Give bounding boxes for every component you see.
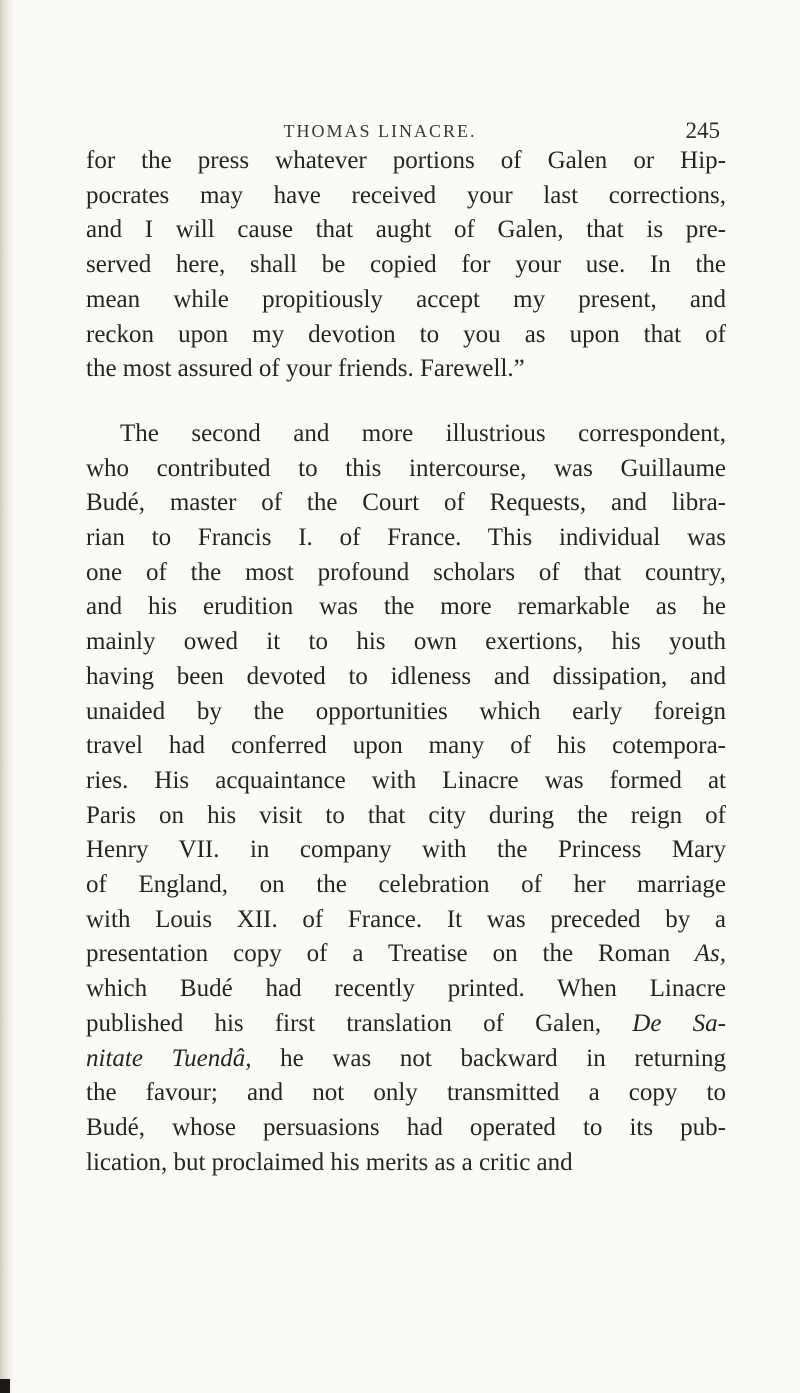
- text-line: for the press whatever portions of Galen or Hip-: [86, 147, 726, 174]
- page-gutter-shadow: [0, 0, 14, 1393]
- italic-phrase: nitate Tuendâ,: [86, 1044, 252, 1072]
- paragraph-2: [86, 417, 726, 1180]
- scan-corner-mark: [0, 1379, 10, 1393]
- text-line: Paris on his visit to that city during the reign of: [86, 801, 726, 829]
- text-line: The second and more illustrious correspondent,: [120, 419, 726, 447]
- text-line: reckon upon my devotion to you as upon that of: [86, 320, 726, 348]
- text-line: the most assured of your friends. Farewell.”: [86, 355, 525, 383]
- text-line: rian to Francis I. of France. This individual was: [86, 524, 726, 552]
- body-text: [86, 144, 726, 1180]
- text-line: one of the most profound scholars of that country,: [86, 558, 726, 586]
- text-line: published his first translation of Galen, De Sa-: [86, 1009, 726, 1037]
- italic-phrase: As,: [670, 940, 726, 968]
- italic-phrase: De Sa-: [632, 1009, 726, 1037]
- text-line: with Louis XII. of France. It was preceded by a: [86, 905, 726, 933]
- text-line: Budé, whose persuasions had operated to its pub-: [86, 1113, 726, 1141]
- running-head: [0, 116, 800, 146]
- text-line: nitate Tuendâ, he was not backward in returning: [86, 1044, 726, 1072]
- text-line: who contributed to this intercourse, was Guillaume: [86, 454, 726, 482]
- text-line: ries. His acquaintance with Linacre was formed at: [86, 766, 726, 794]
- text-line: the favour; and not only transmitted a copy to: [86, 1079, 726, 1107]
- text-line: Budé, master of the Court of Requests, and libra-: [86, 489, 726, 517]
- text-line: unaided by the opportunities which early foreign: [86, 697, 726, 725]
- text-line: of England, on the celebration of her marriage: [86, 871, 726, 899]
- text-line: mainly owed it to his own exertions, his youth: [86, 628, 726, 656]
- text-line: and I will cause that aught of Galen, that is pre-: [86, 216, 726, 244]
- text-line: having been devoted to idleness and dissipation, and: [86, 662, 726, 690]
- page-number: 245: [685, 118, 720, 143]
- paragraph-gap: [86, 387, 726, 417]
- text-line: served here, shall be copied for your use. In the: [86, 251, 726, 279]
- text-line: mean while propitiously accept my present, and: [86, 285, 726, 313]
- text-line: travel had conferred upon many of his cotempora-: [86, 732, 726, 760]
- text-line: lication, but proclaimed his merits as a critic and: [86, 1148, 573, 1176]
- text-line: and his erudition was the more remarkable as he: [86, 593, 726, 621]
- text-line: pocrates may have received your last corrections,: [86, 181, 726, 209]
- text-line: Henry VII. in company with the Princess Mary: [86, 836, 726, 864]
- running-title: THOMAS LINACRE.: [283, 121, 477, 141]
- paragraph-1: [86, 144, 726, 387]
- text-line: presentation copy of a Treatise on the Roman As,: [86, 940, 726, 968]
- text-line: which Budé had recently printed. When Linacre: [86, 975, 726, 1003]
